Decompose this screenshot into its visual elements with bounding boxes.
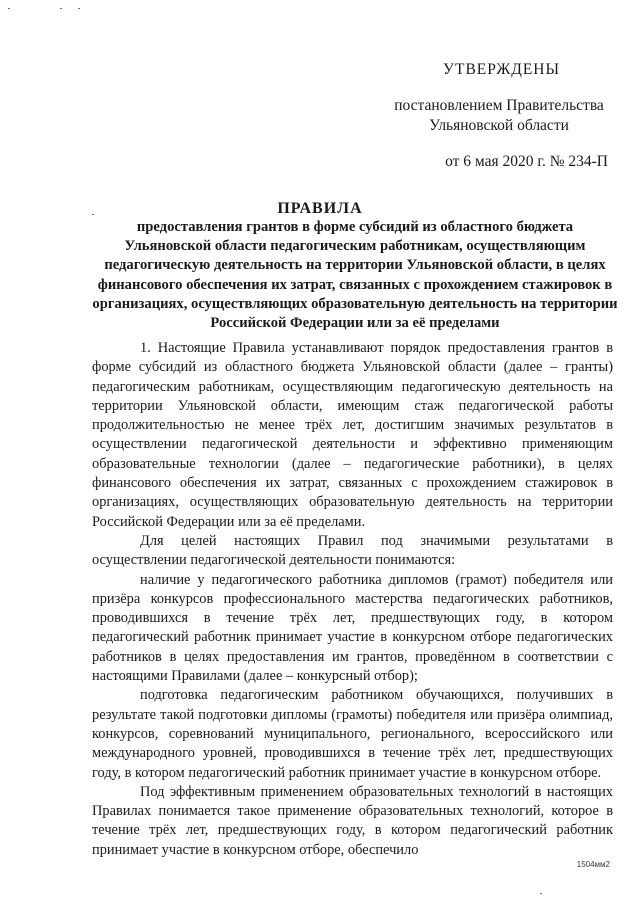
page-code: 1504мм2 [576, 860, 610, 869]
scan-speck [540, 893, 542, 894]
scan-speck [60, 8, 62, 9]
document-subtitle: предоставления грантов в форме субсидий из областного бюджета Ульяновской области педагогическим работникам, осуществляющим педагогическую деятельность на территории Ульяновской области, в целях финансового обеспечения их затрат, связанных с прохождением стажировок в организациях, осуществляющих образовательную деятельность на территории Российской Федерации или за её пределами [92, 219, 618, 332]
document-body [92, 339, 613, 860]
paragraph: Под эффективным применением образовательных технологий в настоящих Правилах понимается такое применение образовательных технологий, которое в течение трёх лет, предшествующих году, в котором педагогический работник принимает участие в конкурсном отборе, обеспечило [92, 783, 613, 858]
paragraph: наличие у педагогического работника дипломов (грамот) победителя или призёра конкурсов профессионального мастерства педагогических работников, проводившихся в течение трёх лет, предшествующих году, в котором педагогический работник принимает участие в конкурсном отборе педагогических работников в целях предоставления им грантов, проведённом в соответствии с настоящими Правилами (далее – конкурсный отбор); [92, 571, 613, 685]
scan-speck [78, 8, 80, 9]
approval-title: УТВЕРЖДЕНЫ [443, 61, 560, 78]
scan-speck [8, 8, 10, 9]
approval-date: от 6 мая 2020 г. № 234-П [445, 153, 608, 170]
paragraph: 1. Настоящие Правила устанавливают порядок предоставления грантов в форме субсидий из областного бюджета Ульяновской области (далее – гранты) педагогическим работникам, осуществляющим педагогическую деятельность на территории Ульяновской области, имеющим стаж педагогической работы продолжительностью не менее трёх лет, достигшим значимых результатов в осуществлении педагогической деятельности и эффективно применяющим образовательные технологии (далее – педагогические работники), в целях финансового обеспечения их затрат, связанных с прохождением стажировок в организациях, осуществляющих образовательную деятельность на территории Российской Федерации или за её пределами. [92, 340, 613, 530]
document-title: ПРАВИЛА [277, 200, 363, 217]
approval-basis: постановлением Правительства Ульяновской области [394, 97, 604, 134]
paragraph: Для целей настоящих Правил под значимыми результатами в осуществлении педагогической деятельности понимаются: [92, 532, 613, 569]
paragraph: подготовка педагогическим работником обучающихся, получивших в результате такой подготовки дипломы (грамоты) победителя или призёра олимпиад, конкурсов, соревнований муниципального, регионального, всероссийского или международного уровней, проводившихся в течение трёх лет, предшествующих году, в котором педагогический работник принимает участие в конкурсном отборе. [92, 687, 613, 781]
